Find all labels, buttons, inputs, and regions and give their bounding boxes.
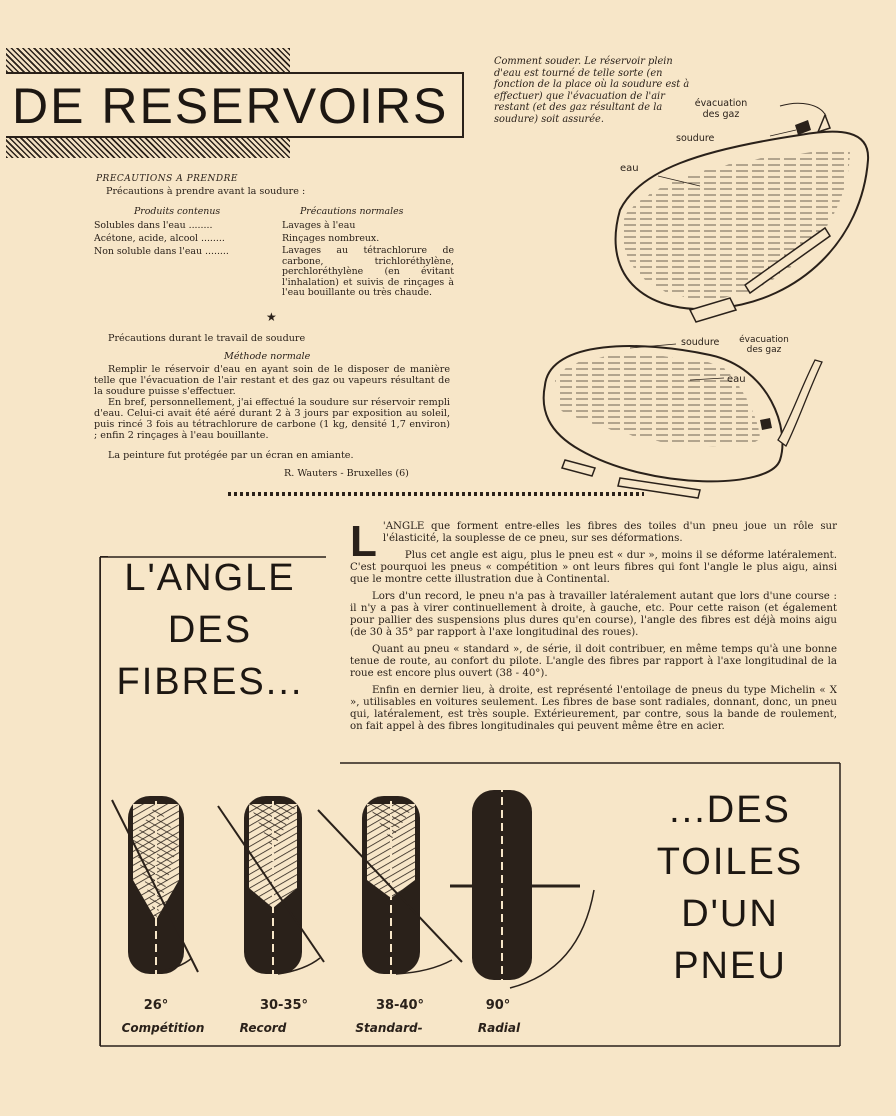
label-eau-top: eau xyxy=(620,163,639,174)
tire-name-label: Record xyxy=(239,1021,287,1035)
precaution-row: Lavages au tétrachlorure de carbone, trichloréthylène, perchloréthylène (en évitant l'inhalation) et suivis de rinçages à l'eau bouillante ou très chaude. xyxy=(282,245,454,298)
tire-radial xyxy=(450,784,594,990)
label-evacuation-top: évacuation des gaz xyxy=(694,98,748,120)
paragraph: En bref, personnellement, j'ai effectué la soudure sur réservoir rempli d'eau. Celui-ci avait été aéré durant 2 à 3 jours par exposition au soleil, puis rincé 3 fois au tétrachlorure de carbone (1 kg, densité 1,7 environ) ; enfin 2 rinçages à l'eau bouillante. xyxy=(94,397,450,441)
subsection-heading: Méthode normale xyxy=(224,351,311,362)
right-title-line: PNEU xyxy=(673,945,787,987)
tire-record xyxy=(218,788,324,980)
drop-cap: L xyxy=(350,517,377,566)
tire-competition xyxy=(112,788,198,980)
article-paragraph: Plus cet angle est aigu, plus le pneu est « dur », moins il se déforme latéralement. C'est pourquoi les pneus « compétition » ont leurs fibres qui font l'angle le plus aigu, ainsi que le montre cette illustration due à Continental. xyxy=(350,550,837,585)
tire-angle-label: 26° xyxy=(143,998,169,1013)
precaution-row: Lavages à l'eau xyxy=(282,220,356,231)
section-heading: Précautions durant le travail de soudure xyxy=(108,333,306,344)
precaution-row: Rinçages nombreux. xyxy=(282,233,380,244)
tire-name-label: Standard- xyxy=(355,1021,423,1035)
left-title-line: FIBRES... xyxy=(116,661,304,703)
label-soudure-bottom: soudure xyxy=(681,337,720,348)
label-eau-bottom: eau xyxy=(727,374,746,385)
left-title-line: DES xyxy=(167,609,253,651)
article-paragraph: Lors d'un record, le pneu n'a pas à travailler latéralement autant que lors d'une course : il n'y a pas à virer continuellement à droite, à gauche, etc. Pour cette raison (et également pour pallier des suspensions plus dures qu'en course), l'angle des fibres est déjà moins aigu (de 30 à 35° par rapport à l'axe longitudinal des roues). xyxy=(350,591,837,638)
right-title-line: D'UN xyxy=(681,893,779,935)
tire-angle-label: 30-35° xyxy=(259,998,309,1013)
diagram-caption: Comment souder. Le réservoir plein d'eau est tourné de telle sorte (en fonction de la place où la soudure est à effectuer) que l'évacuation de l'air restant (et des gaz résultant de la soudure) soit assurée. xyxy=(494,56,690,125)
tire-name-label: Compétition xyxy=(121,1021,205,1035)
left-title-line: L'ANGLE xyxy=(124,557,296,599)
star-separator: ★ xyxy=(266,310,277,324)
right-title-line: TOILES xyxy=(656,841,804,883)
paragraph: Remplir le réservoir d'eau en ayant soin de le disposer de manière telle que l'évacuation de l'air restant et des gaz ou vapeurs résultant de la soudure puisse s'effectuer. xyxy=(94,364,450,397)
tire-angle-label: 90° xyxy=(485,998,511,1013)
product-row: Non soluble dans l'eau ........ xyxy=(94,246,229,257)
tire-standard xyxy=(318,788,462,980)
precautions-heading: PRECAUTIONS A PRENDRE xyxy=(96,174,238,184)
paragraph: La peinture fut protégée par un écran en amiante. xyxy=(108,450,354,461)
label-evacuation-bottom: évacuation des gaz xyxy=(739,335,789,355)
tire-name-label: Radial xyxy=(477,1021,521,1035)
product-row: Solubles dans l'eau ........ xyxy=(94,220,213,231)
tire-illustrations xyxy=(100,780,720,1010)
column-header-products: Produits contenus xyxy=(134,206,221,217)
page-title: DE RESERVOIRS xyxy=(12,78,449,134)
article-paragraph: L 'ANGLE que forment entre-elles les fibres des toiles d'un pneu joue un rôle sur l'élasticité, la souplesse de ce pneu, sur ses déformations. xyxy=(350,517,837,566)
column-header-precautions: Précautions normales xyxy=(300,206,404,217)
article-paragraph: Quant au pneu « standard », de série, il doit contribuer, en même temps qu'à une bonne tenue de route, au confort du pilote. L'angle des fibres par rapport à l'axe longitudinal de la roue est encore plus ouvert (38 - 40°). xyxy=(350,644,837,679)
label-soudure-top: soudure xyxy=(676,133,715,144)
article-paragraph: Enfin en dernier lieu, à droite, est représenté l'entoilage de pneus du type Michelin « X », utilisables en voitures seulement. Les fibres de base sont radiales, donnant, donc, un pneu qui, latéralement, est très souple. Extérieurement, par contre, sous la bande de roulement, on fait appel à des fibres longitudinales qui peuvent même être en acier. xyxy=(350,685,837,732)
tire-angle-label: 38-40° xyxy=(375,998,425,1013)
signature: R. Wauters - Bruxelles (6) xyxy=(284,468,409,479)
right-title-line: ...DES xyxy=(669,789,791,831)
product-row: Acétone, acide, alcool ........ xyxy=(94,233,225,244)
precautions-intro: Précautions à prendre avant la soudure : xyxy=(106,186,306,197)
